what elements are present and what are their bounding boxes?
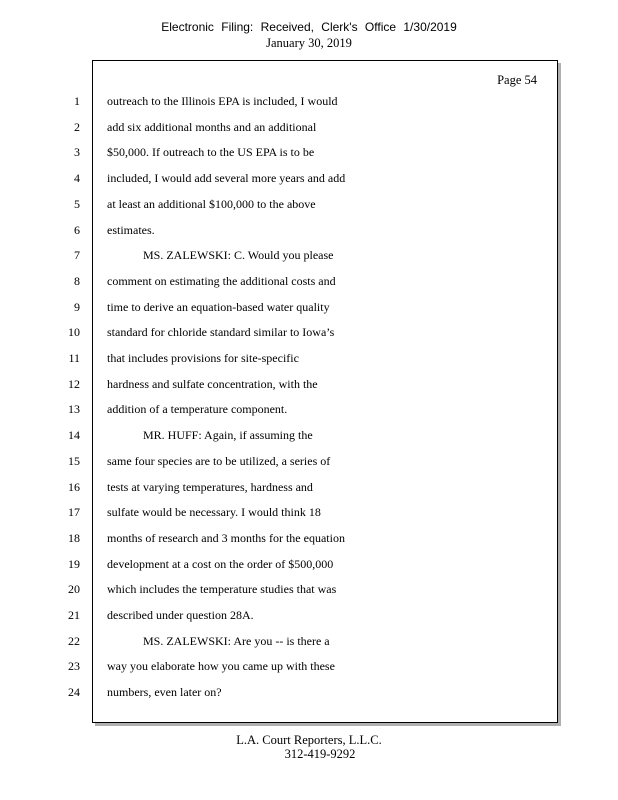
line-number: 17 <box>68 505 80 519</box>
transcript-line: MS. ZALEWSKI: C. Would you please <box>143 248 334 262</box>
transcript-line: numbers, even later on? <box>107 685 222 699</box>
transcript-line: comment on estimating the additional costs and <box>107 274 336 288</box>
filing-date: January 30, 2019 <box>266 36 352 50</box>
line-number: 3 <box>74 145 80 159</box>
transcript-line: same four species are to be utilized, a series of <box>107 454 331 468</box>
transcript-line: sulfate would be necessary. I would think 18 <box>107 505 321 519</box>
line-number: 9 <box>74 300 80 314</box>
line-number: 5 <box>74 197 80 211</box>
filing-stamp: Electronic Filing: Received, Clerk's Office 1/30/2019 <box>161 20 457 34</box>
reporter-phone: 312-419-9292 <box>284 747 356 761</box>
line-number: 16 <box>68 480 80 494</box>
line-number: 6 <box>74 223 80 237</box>
line-number: 11 <box>68 351 80 365</box>
line-number: 1 <box>74 94 80 108</box>
transcript-line: time to derive an equation-based water quality <box>107 300 330 314</box>
line-number: 14 <box>68 428 80 442</box>
transcript-line: addition of a temperature component. <box>107 402 288 416</box>
line-number: 8 <box>74 274 80 288</box>
reporter-company: L.A. Court Reporters, L.L.C. <box>236 733 382 747</box>
transcript-line: described under question 28A. <box>107 608 254 622</box>
transcript-line: way you elaborate how you came up with these <box>107 659 335 673</box>
transcript-line: tests at varying temperatures, hardness and <box>107 480 313 494</box>
transcript-line: that includes provisions for site-specific <box>107 351 299 365</box>
transcript-line: MS. ZALEWSKI: Are you -- is there a <box>143 634 330 648</box>
line-number: 7 <box>74 248 80 262</box>
line-number: 24 <box>68 685 80 699</box>
transcript-line: MR. HUFF: Again, if assuming the <box>143 428 313 442</box>
transcript-line: standard for chloride standard similar to Iowa’s <box>107 325 335 339</box>
transcript-line: development at a cost on the order of $500,000 <box>107 557 334 571</box>
line-number: 23 <box>68 659 80 673</box>
transcript-line: outreach to the Illinois EPA is included, I would <box>107 94 338 108</box>
line-number: 21 <box>68 608 80 622</box>
transcript-line: hardness and sulfate concentration, with the <box>107 377 318 391</box>
line-number: 19 <box>68 557 80 571</box>
transcript-line: estimates. <box>107 223 155 237</box>
line-number: 13 <box>68 402 80 416</box>
transcript-line: which includes the temperature studies that was <box>107 582 337 596</box>
transcript-line: $50,000. If outreach to the US EPA is to be <box>107 145 315 159</box>
line-number: 15 <box>68 454 80 468</box>
page-number: Page 54 <box>497 73 537 87</box>
transcript-line: included, I would add several more years and add <box>107 171 346 185</box>
transcript-line: months of research and 3 months for the equation <box>107 531 345 545</box>
transcript-line: at least an additional $100,000 to the above <box>107 197 316 211</box>
line-number: 20 <box>68 582 80 596</box>
line-number: 12 <box>68 377 80 391</box>
line-number: 22 <box>68 634 80 648</box>
line-number: 10 <box>68 325 80 339</box>
line-number: 4 <box>74 171 80 185</box>
line-number: 2 <box>74 120 80 134</box>
transcript-line: add six additional months and an additional <box>107 120 317 134</box>
line-number: 18 <box>68 531 80 545</box>
